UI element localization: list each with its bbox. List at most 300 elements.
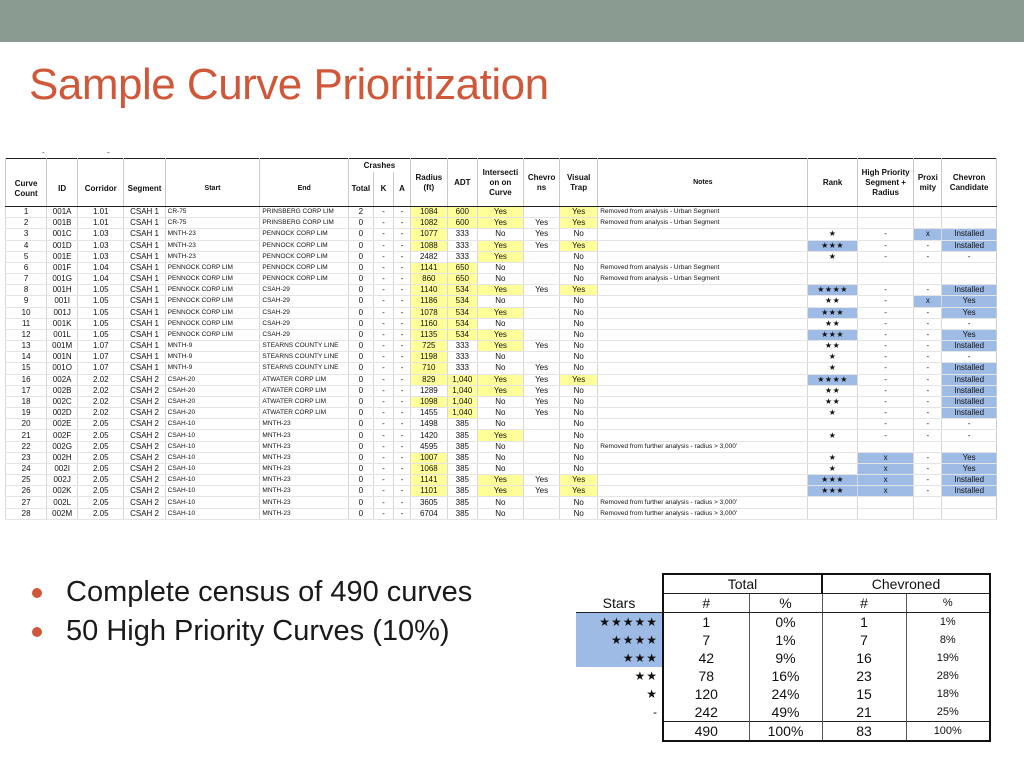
radius-cell: 1186: [410, 296, 447, 307]
id-cell: 001F: [47, 262, 78, 273]
table-row: [6, 251, 997, 262]
segment-cell: CSAH 1: [124, 352, 165, 363]
crash-a-cell: -: [394, 329, 411, 340]
rank-cell: [808, 207, 857, 218]
crash-k-cell: -: [373, 486, 394, 497]
segment-cell: CSAH 1: [124, 229, 165, 240]
table-row: [6, 452, 997, 463]
chevron-candidate-cell: Installed: [942, 385, 997, 396]
adt-cell: 333: [447, 251, 477, 262]
id-cell: 002M: [47, 508, 78, 519]
header-total: Total: [348, 172, 373, 207]
visual-trap-cell: No: [560, 229, 598, 240]
radius-cell: 2482: [410, 251, 447, 262]
start-cell: CR-75: [165, 207, 260, 218]
crash-total-cell: 0: [348, 396, 373, 407]
visual-trap-cell: No: [560, 430, 598, 441]
table-row: [6, 396, 997, 407]
notes-cell: [598, 296, 808, 307]
intersection-cell: Yes: [477, 285, 523, 296]
crash-total-cell: 0: [348, 430, 373, 441]
crash-a-cell: -: [394, 452, 411, 463]
header-corridor: Corridor: [78, 172, 124, 207]
crash-k-cell: -: [373, 285, 394, 296]
crash-a-cell: -: [394, 441, 411, 452]
chevrons-cell: Yes: [524, 285, 560, 296]
header-adt: ADT: [447, 159, 477, 207]
crash-a-cell: -: [394, 218, 411, 229]
intersection-cell: Yes: [477, 240, 523, 251]
end-cell: MNTH-23: [260, 497, 349, 508]
notes-cell: Removed from further analysis - radius > 3,000': [598, 441, 808, 452]
chevrons-cell: [524, 207, 560, 218]
header-radius: Radius (ft): [410, 159, 447, 207]
header-stars: Stars: [576, 594, 663, 613]
table-row: [6, 441, 997, 452]
crash-a-cell: -: [394, 419, 411, 430]
blank-cell: [576, 722, 663, 742]
proximity-cell: -: [914, 363, 942, 374]
crash-k-cell: -: [373, 251, 394, 262]
curve-table-body: [6, 207, 997, 520]
crash-a-cell: -: [394, 508, 411, 519]
chevron-candidate-cell: Installed: [942, 341, 997, 352]
rank-cell: ★★★★: [808, 285, 857, 296]
proximity-cell: -: [914, 419, 942, 430]
id-cell: 002D: [47, 408, 78, 419]
chevrons-cell: Yes: [524, 385, 560, 396]
crash-total-cell: 0: [348, 352, 373, 363]
end-cell: CSAH-29: [260, 307, 349, 318]
corridor-cell: 2.05: [78, 486, 124, 497]
segment-cell: CSAH 2: [124, 396, 165, 407]
start-cell: CSAH-20: [165, 396, 260, 407]
visual-trap-cell: No: [560, 262, 598, 273]
visual-trap-cell: No: [560, 251, 598, 262]
start-cell: PENNOCK CORP LIM: [165, 318, 260, 329]
rank-cell: [808, 497, 857, 508]
crash-total-cell: 0: [348, 251, 373, 262]
visual-trap-cell: No: [560, 318, 598, 329]
rank-cell: ★: [808, 408, 857, 419]
stars-table-body: [576, 613, 990, 742]
chevron-candidate-cell: [942, 497, 997, 508]
crash-total-cell: 0: [348, 452, 373, 463]
high-priority-cell: -: [857, 363, 914, 374]
visual-trap-cell: Yes: [560, 218, 598, 229]
chevrons-cell: [524, 318, 560, 329]
crash-total-cell: 0: [348, 285, 373, 296]
segment-cell: CSAH 1: [124, 262, 165, 273]
high-priority-cell: [857, 218, 914, 229]
end-cell: MNTH-23: [260, 475, 349, 486]
notes-cell: [598, 363, 808, 374]
radius-cell: 1140: [410, 285, 447, 296]
end-cell: PRINSBERG CORP LIM: [260, 218, 349, 229]
radius-cell: 1135: [410, 329, 447, 340]
visual-trap-cell: No: [560, 385, 598, 396]
chevrons-cell: Yes: [524, 374, 560, 385]
table-row: [6, 285, 997, 296]
adt-cell: 650: [447, 274, 477, 285]
proximity-cell: -: [914, 318, 942, 329]
rank-cell: ★★★: [808, 475, 857, 486]
visual-trap-cell: No: [560, 363, 598, 374]
crash-k-cell: -: [373, 452, 394, 463]
stars-summary-table: [576, 573, 991, 742]
segment-cell: CSAH 2: [124, 419, 165, 430]
curve-count-cell: 23: [6, 452, 47, 463]
visual-trap-cell: No: [560, 352, 598, 363]
chevrons-cell: [524, 508, 560, 519]
chevroned-percent-cell: 100%: [906, 722, 990, 742]
chevron-candidate-cell: Yes: [942, 329, 997, 340]
header-blank: [576, 574, 613, 594]
adt-cell: 385: [447, 475, 477, 486]
chevron-candidate-cell: Installed: [942, 363, 997, 374]
header-k: K: [373, 172, 394, 207]
chevron-candidate-cell: [942, 207, 997, 218]
crash-k-cell: -: [373, 240, 394, 251]
table-row: [6, 486, 997, 497]
bullet-text: 50 High Priority Curves (10%): [66, 615, 450, 647]
table-row: [576, 631, 990, 649]
adt-cell: 333: [447, 352, 477, 363]
header-curve-count: Curve Count: [6, 172, 47, 207]
proximity-cell: -: [914, 430, 942, 441]
proximity-cell: [914, 262, 942, 273]
curve-count-cell: 4: [6, 240, 47, 251]
corridor-cell: 2.02: [78, 374, 124, 385]
table-row: [576, 703, 990, 722]
header-id: ID: [47, 172, 78, 207]
crash-total-cell: 0: [348, 463, 373, 474]
table-row: [6, 262, 997, 273]
curve-count-cell: 2: [6, 218, 47, 229]
rank-cell: [808, 274, 857, 285]
chevron-candidate-cell: [942, 508, 997, 519]
corridor-cell: 1.07: [78, 363, 124, 374]
stars-rating-cell: ★★★★: [576, 631, 663, 649]
notes-cell: Removed from analysis - Urban Segment: [598, 218, 808, 229]
crash-k-cell: -: [373, 296, 394, 307]
crash-k-cell: -: [373, 218, 394, 229]
adt-cell: 385: [447, 441, 477, 452]
segment-cell: CSAH 1: [124, 240, 165, 251]
crash-k-cell: -: [373, 463, 394, 474]
header-blank: [613, 574, 663, 594]
header-start: Start: [165, 172, 260, 207]
corridor-cell: 2.05: [78, 430, 124, 441]
chevrons-cell: Yes: [524, 341, 560, 352]
visual-trap-cell: Yes: [560, 207, 598, 218]
table-row: [6, 318, 997, 329]
id-cell: 001L: [47, 329, 78, 340]
start-cell: CSAH-10: [165, 486, 260, 497]
chevron-candidate-cell: -: [942, 352, 997, 363]
crash-total-cell: 0: [348, 307, 373, 318]
total-percent-cell: 100%: [749, 722, 822, 742]
visual-trap-cell: Yes: [560, 374, 598, 385]
chevroned-percent-cell: 25%: [906, 703, 990, 722]
chevroned-percent-cell: 28%: [906, 667, 990, 685]
start-cell: MNTH-9: [165, 352, 260, 363]
header-blank: [6, 159, 47, 173]
adt-cell: 333: [447, 341, 477, 352]
id-cell: 002K: [47, 486, 78, 497]
start-cell: CSAH-10: [165, 497, 260, 508]
crash-a-cell: -: [394, 486, 411, 497]
table-row: [6, 341, 997, 352]
chevron-candidate-cell: Yes: [942, 452, 997, 463]
stars-rating-cell: ★★★: [576, 649, 663, 667]
segment-cell: CSAH 1: [124, 296, 165, 307]
radius-cell: 1101: [410, 486, 447, 497]
table-row: [6, 430, 997, 441]
chevron-candidate-cell: Yes: [942, 463, 997, 474]
visual-trap-cell: No: [560, 341, 598, 352]
bullet-dot-icon: [32, 588, 42, 598]
rank-cell: [808, 419, 857, 430]
adt-cell: 534: [447, 296, 477, 307]
corridor-cell: 1.01: [78, 218, 124, 229]
corridor-cell: 2.05: [78, 463, 124, 474]
curve-count-cell: 8: [6, 285, 47, 296]
table-row: [6, 363, 997, 374]
chevron-candidate-cell: Installed: [942, 486, 997, 497]
radius-cell: 1289: [410, 385, 447, 396]
proximity-cell: [914, 274, 942, 285]
id-cell: 002A: [47, 374, 78, 385]
end-cell: ATWATER CORP LIM: [260, 385, 349, 396]
proximity-cell: -: [914, 475, 942, 486]
crash-a-cell: -: [394, 318, 411, 329]
crash-total-cell: 0: [348, 296, 373, 307]
chevroned-percent-cell: 18%: [906, 685, 990, 703]
rank-cell: [808, 508, 857, 519]
segment-cell: CSAH 1: [124, 329, 165, 340]
curve-count-cell: 22: [6, 441, 47, 452]
high-priority-cell: [857, 262, 914, 273]
notes-cell: [598, 318, 808, 329]
high-priority-cell: -: [857, 396, 914, 407]
segment-cell: CSAH 2: [124, 374, 165, 385]
crash-a-cell: -: [394, 374, 411, 385]
corridor-cell: 2.02: [78, 396, 124, 407]
chevron-candidate-cell: Installed: [942, 374, 997, 385]
total-percent-cell: 16%: [749, 667, 822, 685]
crash-a-cell: -: [394, 430, 411, 441]
crash-k-cell: -: [373, 430, 394, 441]
radius-cell: 1007: [410, 452, 447, 463]
high-priority-cell: -: [857, 285, 914, 296]
adt-cell: 534: [447, 285, 477, 296]
intersection-cell: No: [477, 419, 523, 430]
crash-a-cell: -: [394, 240, 411, 251]
chevrons-cell: [524, 329, 560, 340]
stars-rating-cell: -: [653, 705, 658, 720]
rank-cell: ★: [808, 452, 857, 463]
curve-count-cell: 14: [6, 352, 47, 363]
curve-count-cell: 27: [6, 497, 47, 508]
proximity-cell: -: [914, 385, 942, 396]
stars-rating-cell: ★★: [634, 669, 658, 683]
curve-count-cell: 17: [6, 385, 47, 396]
radius-cell: 1420: [410, 430, 447, 441]
chevrons-cell: [524, 262, 560, 273]
segment-cell: CSAH 2: [124, 441, 165, 452]
start-cell: MNTH-9: [165, 341, 260, 352]
chevron-candidate-cell: Installed: [942, 229, 997, 240]
header-intersection: Intersecti on on Curve: [477, 159, 523, 207]
crash-a-cell: -: [394, 262, 411, 273]
intersection-cell: No: [477, 441, 523, 452]
visual-trap-cell: No: [560, 396, 598, 407]
chevron-candidate-cell: [942, 441, 997, 452]
proximity-cell: -: [914, 463, 942, 474]
curve-count-cell: 28: [6, 508, 47, 519]
header-total-percent: %: [749, 594, 822, 613]
end-cell: MNTH-23: [260, 463, 349, 474]
notes-cell: [598, 430, 808, 441]
header-crashes-group: Crashes: [348, 159, 410, 173]
table-row: [576, 613, 990, 632]
crash-total-cell: 0: [348, 475, 373, 486]
curve-count-cell: 11: [6, 318, 47, 329]
total-percent-cell: 24%: [749, 685, 822, 703]
segment-cell: CSAH 1: [124, 285, 165, 296]
crash-a-cell: -: [394, 475, 411, 486]
start-cell: CSAH-10: [165, 452, 260, 463]
adt-cell: 600: [447, 218, 477, 229]
adt-cell: 385: [447, 452, 477, 463]
bullet-item: [30, 615, 490, 648]
chevron-candidate-cell: Installed: [942, 408, 997, 419]
crash-k-cell: -: [373, 441, 394, 452]
curve-count-cell: 3: [6, 229, 47, 240]
intersection-cell: No: [477, 463, 523, 474]
crash-k-cell: -: [373, 396, 394, 407]
curve-count-cell: 9: [6, 296, 47, 307]
chevron-candidate-cell: [942, 262, 997, 273]
start-cell: PENNOCK CORP LIM: [165, 274, 260, 285]
crash-a-cell: -: [394, 285, 411, 296]
high-priority-cell: -: [857, 229, 914, 240]
visual-trap-cell: Yes: [560, 285, 598, 296]
crash-k-cell: -: [373, 307, 394, 318]
crash-a-cell: -: [394, 251, 411, 262]
total-count-cell: 120: [663, 685, 749, 703]
end-cell: MNTH-23: [260, 419, 349, 430]
intersection-cell: Yes: [477, 430, 523, 441]
proximity-cell: -: [914, 307, 942, 318]
crash-k-cell: -: [373, 385, 394, 396]
id-cell: 002F: [47, 430, 78, 441]
curve-count-cell: 13: [6, 341, 47, 352]
high-priority-cell: -: [857, 296, 914, 307]
radius-cell: 860: [410, 274, 447, 285]
header-chevron-candidate: Chevron Candidate: [942, 159, 997, 207]
chevrons-cell: Yes: [524, 486, 560, 497]
start-cell: PENNOCK CORP LIM: [165, 329, 260, 340]
start-cell: CSAH-20: [165, 385, 260, 396]
radius-cell: 1141: [410, 262, 447, 273]
chevron-candidate-cell: Yes: [942, 307, 997, 318]
high-priority-cell: [857, 274, 914, 285]
notes-cell: [598, 251, 808, 262]
header-rank: Rank: [808, 159, 857, 207]
curve-count-cell: 26: [6, 486, 47, 497]
crash-k-cell: -: [373, 419, 394, 430]
id-cell: 001H: [47, 285, 78, 296]
chevrons-cell: Yes: [524, 396, 560, 407]
end-cell: PRINSBERG CORP LIM: [260, 207, 349, 218]
total-percent-cell: 49%: [749, 703, 822, 722]
curve-count-cell: 1: [6, 207, 47, 218]
adt-cell: 385: [447, 486, 477, 497]
notes-cell: [598, 396, 808, 407]
radius-cell: 1068: [410, 463, 447, 474]
intersection-cell: Yes: [477, 486, 523, 497]
curve-count-cell: 24: [6, 463, 47, 474]
high-priority-cell: -: [857, 329, 914, 340]
tick-mark: -: [107, 148, 110, 157]
radius-cell: 725: [410, 341, 447, 352]
rank-cell: ★: [808, 229, 857, 240]
visual-trap-cell: Yes: [560, 486, 598, 497]
id-cell: 001A: [47, 207, 78, 218]
start-cell: CSAH-10: [165, 508, 260, 519]
rank-cell: ★★★: [808, 329, 857, 340]
intersection-cell: No: [477, 396, 523, 407]
adt-cell: 534: [447, 318, 477, 329]
id-cell: 001K: [47, 318, 78, 329]
adt-cell: 385: [447, 508, 477, 519]
radius-cell: 1498: [410, 419, 447, 430]
crash-k-cell: -: [373, 262, 394, 273]
crash-total-cell: 0: [348, 508, 373, 519]
corridor-cell: 1.03: [78, 240, 124, 251]
proximity-cell: -: [914, 374, 942, 385]
curve-count-cell: 18: [6, 396, 47, 407]
crash-total-cell: 0: [348, 385, 373, 396]
high-priority-cell: -: [857, 352, 914, 363]
crash-a-cell: -: [394, 207, 411, 218]
adt-cell: 1,040: [447, 374, 477, 385]
rank-cell: ★★: [808, 318, 857, 329]
chevrons-cell: [524, 463, 560, 474]
proximity-cell: [914, 508, 942, 519]
radius-cell: 1160: [410, 318, 447, 329]
radius-cell: 6704: [410, 508, 447, 519]
corridor-cell: 1.05: [78, 307, 124, 318]
table-row: [6, 307, 997, 318]
visual-trap-cell: No: [560, 463, 598, 474]
high-priority-cell: -: [857, 385, 914, 396]
radius-cell: 1084: [410, 207, 447, 218]
visual-trap-cell: No: [560, 441, 598, 452]
end-cell: STEARNS COUNTY LINE: [260, 352, 349, 363]
chevrons-cell: Yes: [524, 229, 560, 240]
end-cell: CSAH-29: [260, 329, 349, 340]
chevrons-cell: [524, 296, 560, 307]
id-cell: 002L: [47, 497, 78, 508]
crash-total-cell: 0: [348, 229, 373, 240]
header-blank: [78, 159, 124, 173]
id-cell: 002B: [47, 385, 78, 396]
header-chevroned-count: #: [822, 594, 906, 613]
start-cell: MNTH-23: [165, 240, 260, 251]
